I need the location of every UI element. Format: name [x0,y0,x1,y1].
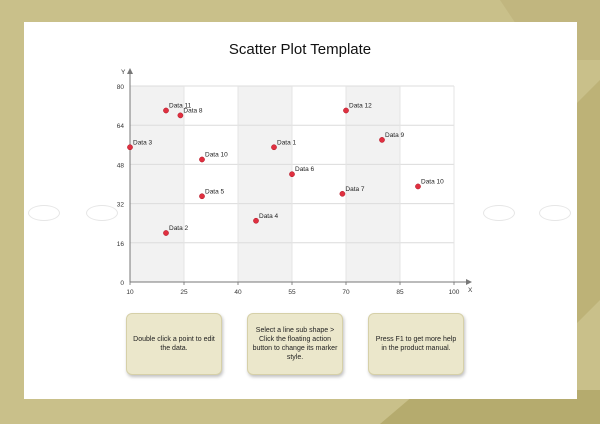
data-point[interactable] [415,184,420,189]
y-tick-label: 48 [116,162,124,170]
help-note-f1: Press F1 to get more help in the product manual. [368,313,464,375]
y-axis-arrow [127,68,133,74]
x-tick-label: 100 [448,289,460,296]
chart-title: Scatter Plot Template [228,41,372,58]
data-point[interactable] [199,194,204,199]
data-point[interactable] [271,145,276,150]
data-point[interactable] [379,137,384,142]
data-point-label: Data 9 [385,131,405,139]
x-axis-label: X [468,287,473,294]
x-tick-label: 70 [342,289,350,296]
plot-band [238,86,292,282]
data-point-label: Data 10 [205,151,228,159]
x-tick-label: 10 [126,289,134,296]
data-point-label: Data 4 [259,212,279,220]
data-point-label: Data 2 [169,225,189,232]
data-point-label: Data 1 [277,139,297,147]
data-point-label: Data 7 [345,185,365,193]
data-point-label: Data 12 [349,102,372,110]
x-tick-label: 25 [180,289,188,296]
data-point[interactable] [178,113,183,118]
y-tick-label: 32 [116,201,124,209]
data-point-label: Data 6 [295,166,315,174]
data-point[interactable] [163,108,168,113]
plot-band [346,86,400,282]
data-point[interactable] [343,108,348,113]
data-point[interactable] [289,172,294,177]
y-tick-label: 64 [116,123,124,131]
data-point[interactable] [253,218,258,223]
data-point[interactable] [163,230,168,235]
data-point[interactable] [340,191,345,196]
y-axis-label: Y [121,69,126,76]
y-tick-label: 80 [116,84,124,91]
data-point-label: Data 8 [183,107,203,115]
plot-band [130,86,184,282]
data-point[interactable] [199,157,204,162]
help-note-marker: Select a line sub shape > Click the floating action button to change its marker style. [247,313,343,375]
help-note-edit: Double click a point to edit the data. [126,313,222,375]
y-tick-label: 0 [120,280,124,287]
data-point-label: Data 11 [169,102,192,110]
x-tick-label: 55 [288,289,296,296]
x-tick-label: 85 [396,289,404,296]
data-point-label: Data 10 [421,178,444,186]
y-tick-label: 16 [116,240,124,248]
data-point-label: Data 3 [133,139,153,147]
data-point[interactable] [127,145,132,150]
data-point-label: Data 5 [205,188,225,196]
x-tick-label: 40 [234,289,242,296]
x-axis-arrow [466,279,472,285]
